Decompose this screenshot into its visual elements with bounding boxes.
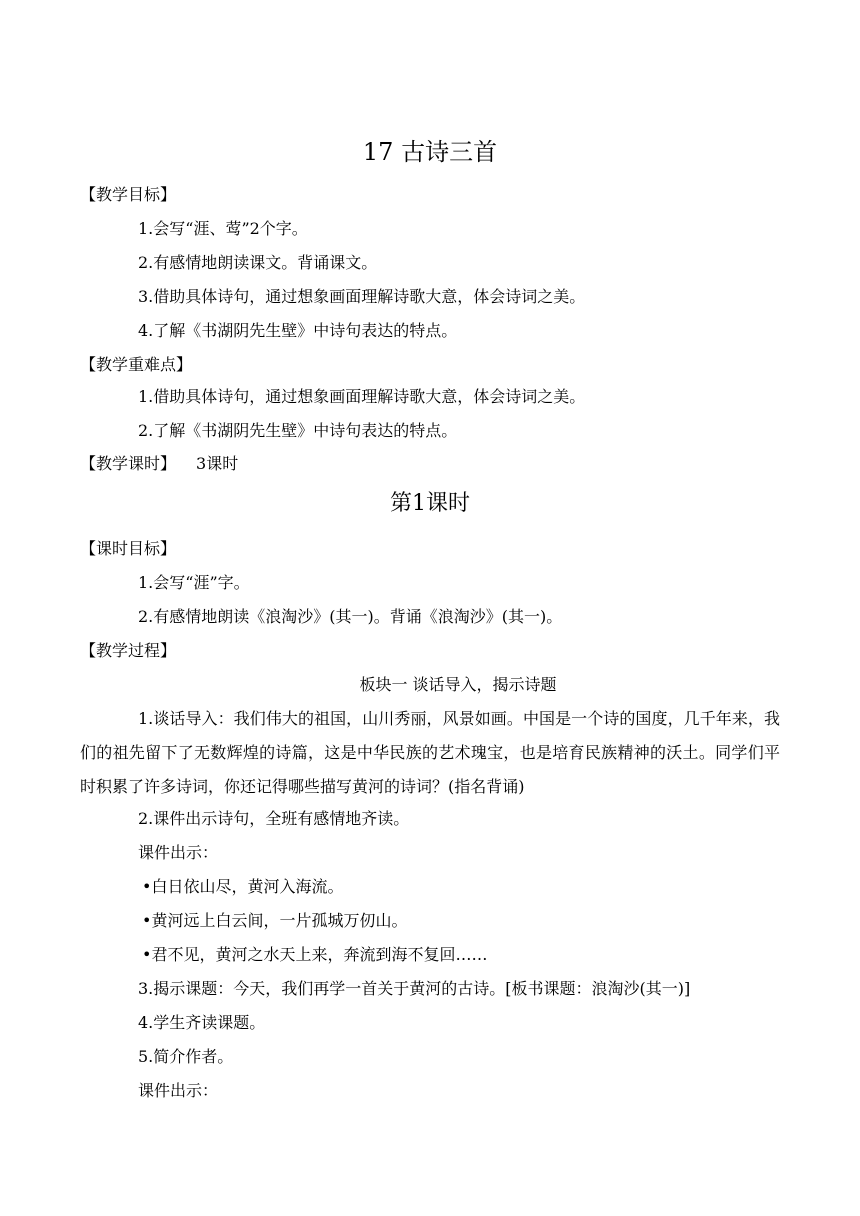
- lesson-goal-item: 2.有感情地朗读《浪淘沙》(其一)。背诵《浪淘沙》(其一)。: [138, 607, 563, 626]
- lesson-goals-heading: 【课时目标】: [80, 539, 177, 558]
- teaching-hours-label: 【教学课时】: [80, 454, 177, 473]
- objective-item: 4.了解《书湖阴先生壁》中诗句表达的特点。: [138, 321, 458, 340]
- teaching-hours: [80, 453, 238, 475]
- lesson-title: 第1课时: [390, 491, 470, 516]
- key-point-item: 2.了解《书湖阴先生壁》中诗句表达的特点。: [138, 421, 458, 440]
- poem-line: •君不见，黄河之水天上来，奔流到海不复回……: [142, 945, 488, 964]
- poem-line: •白日依山尽，黄河入海流。: [142, 877, 344, 896]
- objective-item: 3.借助具体诗句，通过想象画面理解诗歌大意，体会诗词之美。: [138, 287, 586, 306]
- objectives-heading: 【教学目标】: [80, 185, 177, 204]
- step-2: 2.课件出示诗句，全班有感情地齐读。: [138, 809, 410, 828]
- block-title: 板块一 谈话导入，揭示诗题: [359, 675, 557, 694]
- step-1-paragraph: 1.谈话导入：我们伟大的祖国，山川秀丽，风景如画。中国是一个诗的国度，几千年来，我们的祖先留下了无数辉煌的诗篇，这是中华民族的艺术瑰宝，也是培育民族精神的沃土。同学们平时积累了许多诗词，你还记得哪些描写黄河的诗词？(指名背诵): [80, 709, 780, 796]
- lesson-goal-item: 1.会写“涯”字。: [138, 573, 250, 592]
- poem-line: •黄河远上白云间，一片孤城万仞山。: [142, 911, 408, 930]
- objective-item: 2.有感情地朗读课文。背诵课文。: [138, 253, 378, 272]
- teaching-hours-value: 3课时: [196, 454, 239, 473]
- objective-item: 1.会写“涯、莺”2个字。: [138, 219, 308, 238]
- process-heading: 【教学过程】: [80, 641, 177, 660]
- courseware-label: 课件出示：: [138, 843, 219, 862]
- step-3: 3.揭示课题：今天，我们再学一首关于黄河的古诗。[板书课题：浪淘沙(其一)]: [138, 979, 691, 998]
- step-4: 4.学生齐读课题。: [138, 1013, 266, 1032]
- courseware-label: 课件出示：: [138, 1081, 219, 1100]
- key-point-item: 1.借助具体诗句，通过想象画面理解诗歌大意，体会诗词之美。: [138, 387, 586, 406]
- key-points-heading: 【教学重难点】: [80, 355, 193, 374]
- step-5: 5.简介作者。: [138, 1047, 234, 1066]
- page-title: 17 古诗三首: [362, 138, 498, 166]
